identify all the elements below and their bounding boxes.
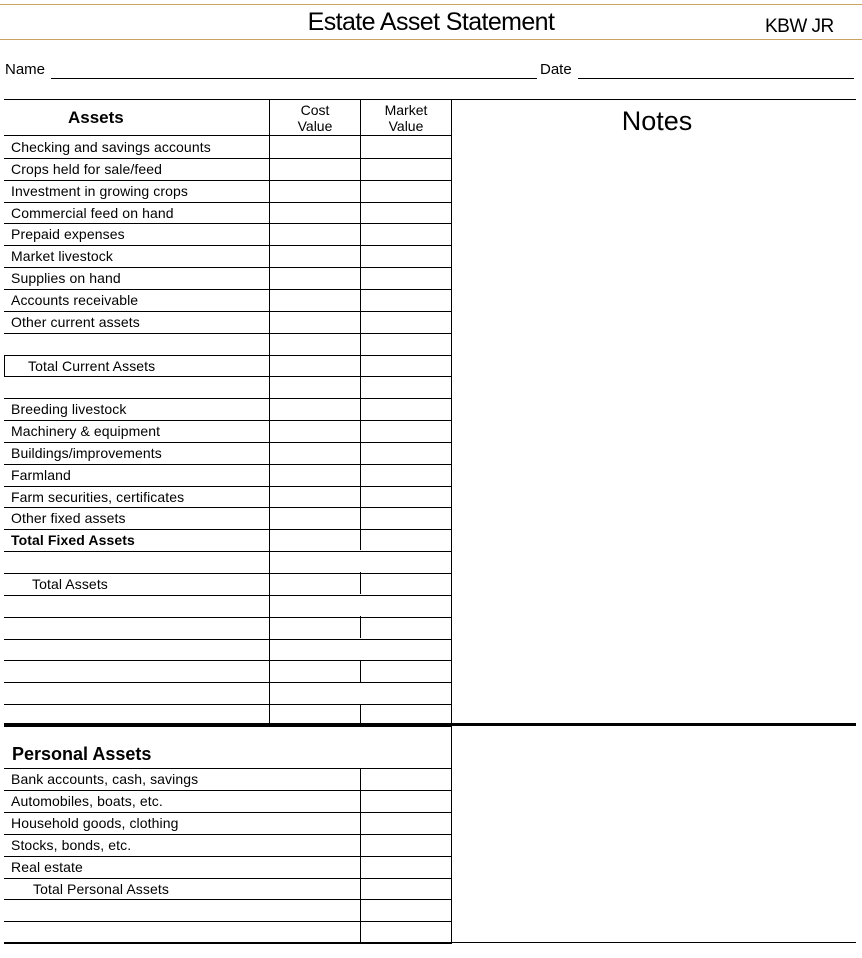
- table-row-line: [4, 682, 452, 683]
- table-row-line: [4, 704, 452, 705]
- row-label: Real estate: [11, 859, 83, 875]
- table-row-line: [4, 507, 452, 508]
- row-label: Prepaid expenses: [11, 226, 125, 242]
- market-column-segment: [360, 616, 361, 638]
- table-row-line: [4, 333, 452, 334]
- row-label: Breeding livestock: [11, 401, 127, 417]
- notes-divider: [451, 99, 452, 944]
- row-label: Total Personal Assets: [33, 881, 169, 897]
- assets-heading: Assets: [68, 108, 124, 127]
- market-column-segment: [360, 660, 361, 682]
- table-row-line: [4, 617, 452, 618]
- section-separator: [4, 723, 856, 726]
- page-title: Estate Asset Statement: [307, 8, 555, 36]
- table-row-line: [4, 726, 452, 727]
- row-label: Farmland: [11, 467, 71, 483]
- title-rule: [0, 39, 862, 40]
- row-label: Total Fixed Assets: [11, 532, 135, 548]
- row-label: Stocks, bonds, etc.: [11, 837, 132, 853]
- row-label: Farm securities, certificates: [11, 489, 185, 505]
- row-label: Automobiles, boats, etc.: [11, 793, 163, 809]
- table-top-rule: [4, 99, 856, 100]
- form-code: KBW JR: [765, 16, 834, 37]
- table-row-line: [4, 529, 452, 530]
- market-column-segment: [360, 572, 361, 594]
- table-row-line: [4, 639, 452, 640]
- table-row-line: [4, 311, 452, 312]
- market-value-header: Market Value: [384, 102, 428, 134]
- header-bottom-rule: [4, 135, 452, 136]
- table-row-line: [4, 376, 452, 377]
- table-row-line: [4, 245, 452, 246]
- row-label: Total Current Assets: [28, 358, 156, 374]
- cost-column-left: [269, 99, 270, 724]
- market-column-left: [360, 99, 361, 550]
- table-row-line: [4, 573, 452, 574]
- table-row-line: [4, 899, 452, 900]
- row-label: Bank accounts, cash, savings: [11, 771, 199, 787]
- table-row-line: [4, 202, 452, 203]
- table-row-line: [4, 398, 452, 399]
- table-row-line: [4, 420, 452, 421]
- table-row-line: [4, 856, 452, 857]
- table-row-line: [4, 660, 452, 661]
- total-current-marker: [4, 355, 5, 376]
- table-row-line: [4, 158, 452, 159]
- date-field[interactable]: [578, 78, 854, 79]
- row-label: Crops held for sale/feed: [11, 161, 163, 177]
- notes-heading: Notes: [621, 106, 693, 136]
- table-row-line: [4, 812, 452, 813]
- table-row-line: [4, 834, 452, 835]
- bottom-rule: [4, 942, 856, 943]
- cost-value-header: Cost Value: [297, 102, 333, 134]
- table-row-line: [4, 464, 452, 465]
- table-row-line: [4, 289, 452, 290]
- table-row-line: [4, 355, 452, 356]
- personal-assets-heading: Personal Assets: [12, 744, 152, 764]
- table-row-line: [4, 595, 452, 596]
- row-label: Household goods, clothing: [11, 815, 179, 831]
- row-label: Other current assets: [11, 314, 140, 330]
- date-label: Date: [540, 61, 572, 78]
- row-label: Accounts receivable: [11, 292, 139, 308]
- row-label: Checking and savings accounts: [11, 139, 211, 155]
- table-row-line: [4, 267, 452, 268]
- table-row-line: [4, 223, 452, 224]
- table-row-line: [4, 442, 452, 443]
- table-row-line: [4, 943, 452, 944]
- row-label: Buildings/improvements: [11, 445, 162, 461]
- table-row-line: [4, 878, 452, 879]
- table-row-line: [4, 180, 452, 181]
- row-label: Market livestock: [11, 248, 113, 264]
- row-label: Machinery & equipment: [11, 423, 161, 439]
- table-row-line: [4, 486, 452, 487]
- table-row-line: [4, 551, 452, 552]
- name-field[interactable]: [51, 78, 537, 79]
- name-label: Name: [5, 61, 46, 78]
- personal-header-rule: [4, 768, 452, 769]
- row-label: Total Assets: [32, 576, 108, 592]
- row-label: Commercial feed on hand: [11, 205, 174, 221]
- row-label: Supplies on hand: [11, 270, 121, 286]
- top-rule: [0, 4, 862, 5]
- personal-value-column: [360, 768, 361, 944]
- row-label: Other fixed assets: [11, 510, 126, 526]
- table-row-line: [4, 790, 452, 791]
- table-row-line: [4, 921, 452, 922]
- row-label: Investment in growing crops: [11, 183, 189, 199]
